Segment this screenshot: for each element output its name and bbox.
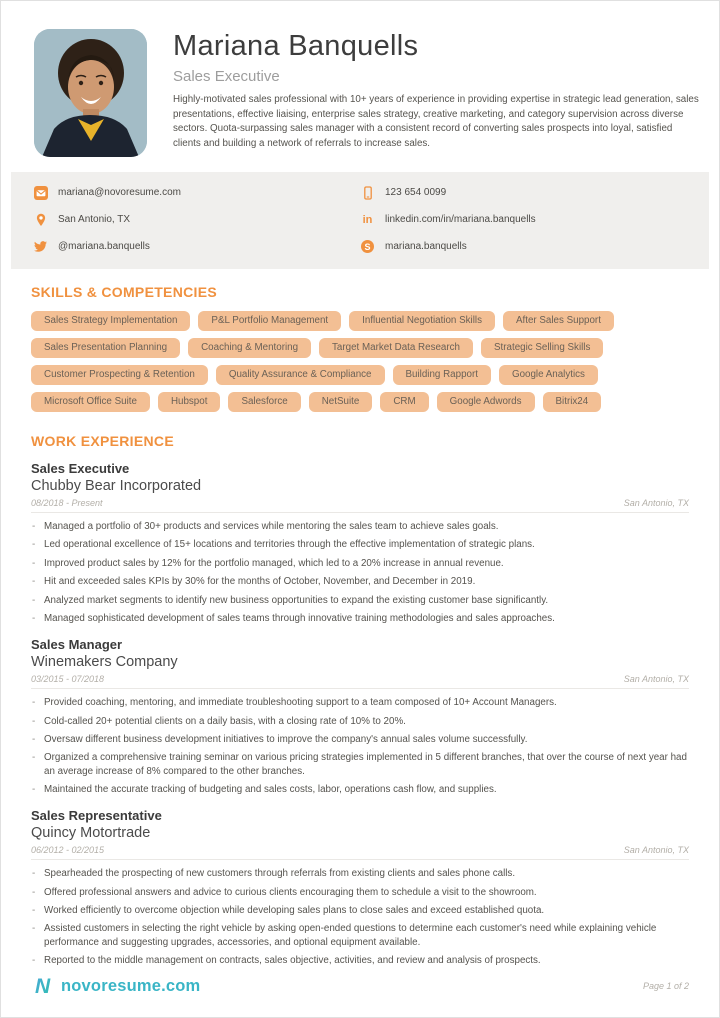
person-name: Mariana Banquells — [173, 30, 419, 62]
contact-phone-value: 123 654 0099 — [385, 187, 447, 198]
contact-email-value[interactable]: mariana@novoresume.com — [58, 187, 181, 198]
skill-pill: Google Adwords — [437, 392, 535, 412]
skill-pill: Strategic Selling Skills — [481, 338, 603, 358]
contact-twitter-value[interactable]: @mariana.banquells — [58, 241, 150, 252]
brand-logo[interactable] — [34, 975, 200, 997]
skill-pill: Sales Strategy Implementation — [31, 311, 190, 331]
skills-list — [31, 311, 671, 412]
job-bullet: - Managed sophisticated development of sales teams through innovative training methodologies and sales approaches. — [31, 612, 689, 625]
job-bullets — [31, 696, 689, 796]
job-company: Chubby Bear Incorporated — [31, 478, 202, 494]
job-title: Sales Executive — [31, 461, 130, 476]
skill-pill: Hubspot — [158, 392, 221, 412]
contact-email — [33, 185, 360, 200]
contact-location — [33, 212, 360, 227]
skill-pill: Quality Assurance & Compliance — [216, 365, 385, 385]
job-entry — [31, 461, 689, 625]
job-bullet: - Oversaw different business development initiatives to improve the company's annual sales volume successfully. — [31, 733, 689, 746]
job-bullet: - Managed a portfolio of 30+ products and services while mentoring the sales team to achieve sales goals. — [31, 520, 689, 533]
brand-text: novoresume.com — [61, 976, 201, 995]
skill-pill: P&L Portfolio Management — [198, 311, 341, 331]
skills-heading: SKILLS & COMPETENCIES — [31, 284, 217, 300]
job-location: San Antonio, TX — [623, 498, 689, 508]
job-bullet: - Led operational excellence of 15+ locations and territories through the effective implementation of strategic plans. — [31, 538, 689, 551]
job-company: Quincy Motortrade — [31, 825, 151, 842]
job-bullet: - Worked efficiently to overcome objection while developing sales plans to close sales and exceed established quota. — [31, 904, 689, 917]
skill-pill: Customer Prospecting & Retention — [31, 365, 208, 385]
skill-pill: After Sales Support — [503, 311, 614, 331]
job-bullet: - Reported to the middle management on contracts, sales objective, activities, and review and analysis of prospects. — [31, 954, 689, 967]
job-bullet: - Cold-called 20+ potential clients on a daily basis, with a closing rate of 10% to 20%. — [31, 715, 689, 728]
header — [1, 1, 719, 157]
email-icon — [33, 185, 48, 200]
job-bullet: - Maintained the accurate tracking of budgeting and sales costs, labor, operations cash flow, and supplies. — [31, 783, 689, 796]
job-meta — [31, 498, 689, 513]
job-meta — [31, 845, 689, 860]
job-entry — [31, 637, 689, 796]
work-experience-section — [31, 433, 689, 967]
linkedin-icon: in — [362, 213, 373, 226]
page-number: Page 1 of 2 — [642, 981, 689, 991]
job-company: Winemakers Company — [31, 654, 178, 671]
skill-pill: NetSuite — [309, 392, 373, 412]
header-text — [173, 29, 699, 157]
job-bullet: - Analyzed market segments to identify new business opportunities to expand the existing customer base significantly. — [31, 594, 689, 607]
job-meta — [31, 674, 689, 689]
job-bullet: - Organized a comprehensive training seminar on various pricing strategies implemented in 5 different branches, that over the course of next year had an average increase of 8% compared to the other branches. — [31, 751, 689, 777]
work-experience-heading: WORK EXPERIENCE — [31, 433, 174, 449]
skill-pill: CRM — [380, 392, 428, 412]
skill-pill: Building Rapport — [393, 365, 491, 385]
location-pin-icon — [33, 212, 48, 227]
job-title: Sales Representative — [31, 808, 162, 824]
contact-band — [11, 172, 709, 269]
job-location: San Antonio, TX — [623, 674, 689, 685]
skill-pill: Target Market Data Research — [319, 338, 473, 358]
job-bullet: - Offered professional answers and advice to curious clients encouraging them to schedule a visit to the showroom. — [31, 886, 689, 899]
summary-text: Highly-motivated sales professional with 10+ years of experience in providing expertise in strategic lead generation, sales presentations, effective liaising, enterprise sales strategy, creative marketing, and category supervision across diverse sectors. Quota-surpassing sales manager with a consistent record of converting sales prospects into loyal, satisfied clients and building a network of referrals to increase sales. — [173, 94, 699, 149]
person-title: Sales Executive — [173, 68, 280, 85]
contact-location-value: San Antonio, TX — [58, 214, 131, 225]
job-bullets — [31, 520, 689, 625]
svg-text:N: N — [35, 975, 51, 997]
skype-icon: S — [360, 239, 375, 254]
job-title: Sales Manager — [31, 637, 123, 653]
job-bullet: - Improved product sales by 12% for the portfolio managed, which led to a 20% increase in annual revenue. — [31, 557, 689, 570]
profile-photo — [34, 29, 147, 157]
contact-skype — [360, 239, 687, 254]
job-dates: 03/2015 - 07/2018 — [31, 674, 105, 685]
job-entry — [31, 808, 689, 967]
job-dates: 06/2012 - 02/2015 — [31, 845, 105, 856]
skill-pill: Bitrix24 — [543, 392, 602, 412]
skill-pill: Influential Negotiation Skills — [349, 311, 495, 331]
contact-phone — [360, 185, 687, 200]
skill-pill: Coaching & Mentoring — [188, 338, 311, 358]
contact-twitter — [33, 239, 360, 254]
phone-icon — [360, 185, 375, 200]
skill-pill: Sales Presentation Planning — [31, 338, 180, 358]
profile-photo-illustration — [34, 29, 147, 157]
job-bullet: - Hit and exceeded sales KPIs by 30% for the months of October, November, and December in 2019. — [31, 575, 689, 588]
job-list — [31, 461, 689, 967]
novoresume-n-icon — [34, 975, 56, 997]
job-location: San Antonio, TX — [623, 845, 689, 856]
job-bullets — [31, 867, 689, 967]
job-bullet: - Assisted customers in selecting the right vehicle by asking open-ended questions to determine each customer's need while explaining vehicle performance and suggesting upgrades, accessories, and optional equipment available. — [31, 922, 689, 948]
skill-pill: Google Analytics — [499, 365, 598, 385]
contact-linkedin-value[interactable]: linkedin.com/in/mariana.banquells — [385, 214, 536, 225]
twitter-icon — [33, 239, 48, 254]
job-dates: 08/2018 - Present — [31, 498, 103, 508]
job-bullet: - Spearheaded the prospecting of new customers through referrals from existing clients and sales phone calls. — [31, 867, 689, 880]
skill-pill: Microsoft Office Suite — [31, 392, 150, 412]
job-bullet: - Provided coaching, mentoring, and immediate troubleshooting support to a team composed of 10+ Account Managers. — [31, 696, 689, 709]
contact-linkedin — [360, 212, 687, 227]
footer — [34, 975, 689, 997]
skill-pill: Salesforce — [228, 392, 300, 412]
skills-section — [31, 284, 689, 412]
contact-skype-value: mariana.banquells — [385, 241, 467, 252]
